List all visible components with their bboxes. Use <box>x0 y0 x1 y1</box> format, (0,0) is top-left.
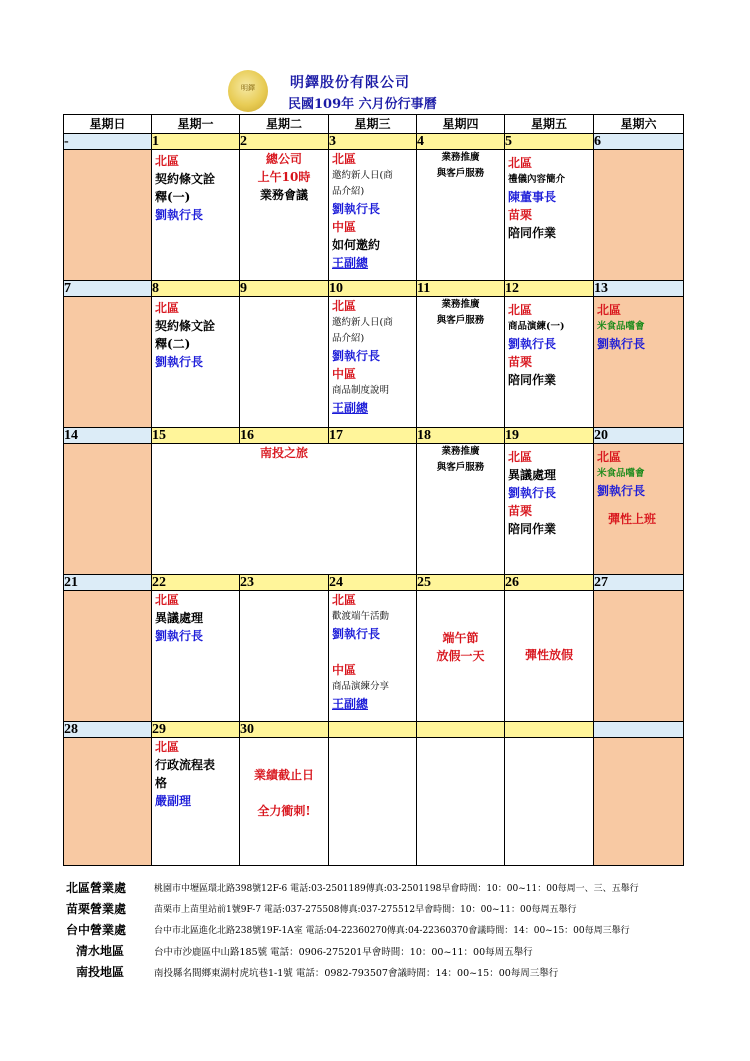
flex-work-label: 彈性上班 <box>608 512 657 526</box>
event-line: 業務推廣 <box>441 299 480 310</box>
event-line: 契約條文詮 <box>155 319 216 333</box>
date-number: 10 <box>329 281 417 297</box>
event-line: 如何邀約 <box>332 238 381 252</box>
event-row-week-2 <box>64 297 684 428</box>
event-line: 業務推廣 <box>441 446 480 457</box>
day-cell <box>505 738 594 866</box>
calendar-header <box>0 68 750 114</box>
date-number: 28 <box>64 722 152 738</box>
office-name: 台中營業處 <box>66 923 127 937</box>
date-number: 15 <box>152 428 240 444</box>
day-cell <box>417 297 505 428</box>
event-line: 苗栗 <box>508 355 533 369</box>
event-line: 與客戶服務 <box>436 315 485 326</box>
event-line: 劉執行長 <box>155 629 204 643</box>
event-line: 商品演練分享 <box>332 681 390 692</box>
office-info: 桃園市中壢區環北路398號12F-6 電話:03-2501189傳真:03-2501198早會時間：10：00~11：00每周一、三、五舉行 <box>154 884 639 894</box>
date-number <box>594 722 684 738</box>
day-cell <box>152 591 240 722</box>
event-line: 北區 <box>332 593 357 607</box>
event-line: 禮儀內容簡介 <box>508 174 566 185</box>
calendar-title: 民國109年 六月份行事曆 <box>288 97 437 112</box>
day-cell <box>152 738 240 866</box>
office-info: 苗栗市上苗里站前1號9F-7 電話:037-275508傳真:037-275512早會時間：10：00~11：00每周五舉行 <box>154 905 577 915</box>
flex-holiday-label: 彈性放假 <box>524 648 573 662</box>
office-name: 北區營業處 <box>66 881 127 895</box>
day-cell <box>594 150 684 281</box>
event-line: 北區 <box>332 299 357 313</box>
day-cell <box>417 738 505 866</box>
event-line: 陳董事長 <box>508 190 557 204</box>
day-cell <box>417 150 505 281</box>
event-line: 行政流程表 <box>155 758 216 772</box>
company-name: 明鐸股份有限公司 <box>290 75 410 91</box>
event-line: 劉執行長 <box>332 202 381 216</box>
event-line: 上午10時 <box>257 170 311 184</box>
office-name: 清水地區 <box>76 944 125 958</box>
day-cell <box>152 150 240 281</box>
event-row-week-5 <box>64 738 684 866</box>
day-cell <box>64 444 152 575</box>
event-row-week-3 <box>64 444 684 575</box>
date-number <box>417 722 505 738</box>
event-line: 商品演練(一) <box>508 321 565 332</box>
event-line <box>240 784 328 802</box>
event-line: 劉執行長 <box>332 627 381 641</box>
date-number <box>329 722 417 738</box>
event-line: 劉執行長 <box>508 486 557 500</box>
event-line: 北區 <box>597 450 622 464</box>
date-number: 13 <box>594 281 684 297</box>
trip-cell <box>152 444 417 575</box>
event-line: 契約條文詮 <box>155 172 216 186</box>
event-line <box>329 643 416 661</box>
day-cell <box>329 150 417 281</box>
event-line: 北區 <box>597 303 622 317</box>
weekday-fri: 星期五 <box>505 115 594 134</box>
event-line: 總公司 <box>265 152 302 166</box>
weekday-sun: 星期日 <box>64 115 152 134</box>
event-row-week-4 <box>64 591 684 722</box>
date-number: 24 <box>329 575 417 591</box>
day-cell <box>329 738 417 866</box>
day-cell <box>240 738 329 866</box>
date-row-week-2 <box>64 281 684 297</box>
date-number: 6 <box>594 134 684 150</box>
logo-text: 明鐸 <box>241 84 255 92</box>
day-cell <box>594 738 684 866</box>
event-line: 王副總 <box>332 256 369 270</box>
day-cell <box>152 297 240 428</box>
event-line: 釋(一) <box>155 190 191 204</box>
date-number: 21 <box>64 575 152 591</box>
date-number: 5 <box>505 134 594 150</box>
date-number: 20 <box>594 428 684 444</box>
event-line: 劉執行長 <box>155 355 204 369</box>
day-cell <box>505 297 594 428</box>
date-row-week-3 <box>64 428 684 444</box>
date-number: 8 <box>152 281 240 297</box>
date-number: 11 <box>417 281 505 297</box>
event-line: 商品制度說明 <box>332 385 390 396</box>
date-number: - <box>64 134 152 150</box>
date-number: 2 <box>240 134 329 150</box>
event-line: 北區 <box>155 593 180 607</box>
event-line: 北區 <box>155 740 180 754</box>
event-line: 歡渡端午活動 <box>332 611 390 622</box>
date-number <box>505 722 594 738</box>
day-cell <box>505 591 594 722</box>
date-number: 27 <box>594 575 684 591</box>
event-line: 異議處理 <box>155 611 204 625</box>
weekday-wed: 星期三 <box>329 115 417 134</box>
event-line: 中區 <box>332 367 357 381</box>
office-name: 南投地區 <box>76 965 125 979</box>
date-number: 26 <box>505 575 594 591</box>
office-row <box>66 877 726 898</box>
office-directory <box>66 877 726 982</box>
date-number: 14 <box>64 428 152 444</box>
event-line: 與客戶服務 <box>436 168 485 179</box>
event-line: 劉執行長 <box>597 337 646 351</box>
event-line: 放假一天 <box>436 649 485 663</box>
date-row-week-4 <box>64 575 684 591</box>
event-line: 劉執行長 <box>332 349 381 363</box>
date-number: 12 <box>505 281 594 297</box>
office-info: 南投縣名間鄉東湖村虎坑巷1-1號 電話：0982-793507會議時間：14：00~15：00每周三舉行 <box>154 967 559 979</box>
date-number: 29 <box>152 722 240 738</box>
event-line: 北區 <box>508 156 533 170</box>
date-number: 9 <box>240 281 329 297</box>
event-line: 王副總 <box>332 697 369 711</box>
date-number: 23 <box>240 575 329 591</box>
event-line: 業務會議 <box>259 188 308 202</box>
day-cell <box>64 591 152 722</box>
day-cell <box>64 738 152 866</box>
event-line: 與客戶服務 <box>436 462 485 473</box>
trip-label: 南投之旅 <box>259 446 308 460</box>
event-line: 業績截止日 <box>253 768 314 782</box>
event-line: 端午節 <box>442 631 479 645</box>
weekday-thu: 星期四 <box>417 115 505 134</box>
event-line: 邀約新人日(商 <box>332 317 393 328</box>
date-number: 22 <box>152 575 240 591</box>
date-number: 16 <box>240 428 329 444</box>
date-number: 18 <box>417 428 505 444</box>
day-cell <box>417 444 505 575</box>
office-row <box>66 940 726 961</box>
office-row <box>66 919 726 940</box>
event-line: 北區 <box>508 303 533 317</box>
event-line: 劉執行長 <box>155 208 204 222</box>
day-cell <box>417 591 505 722</box>
event-line: 嚴副理 <box>155 794 192 808</box>
date-number: 1 <box>152 134 240 150</box>
day-cell <box>505 150 594 281</box>
day-cell <box>240 591 329 722</box>
event-row-week-1 <box>64 150 684 281</box>
day-cell <box>329 591 417 722</box>
event-line: 陪同作業 <box>508 226 557 240</box>
date-number: 7 <box>64 281 152 297</box>
day-cell <box>329 297 417 428</box>
event-line: 釋(二) <box>155 337 191 351</box>
date-number: 25 <box>417 575 505 591</box>
day-cell <box>240 150 329 281</box>
office-info: 台中市北區進化北路238號19F-1A室 電話:04-22360270傳真:04-22360370會議時間：14：00~15：00每周三舉行 <box>154 926 630 936</box>
day-cell <box>64 297 152 428</box>
event-line: 業務推廣 <box>441 152 480 163</box>
event-line: 中區 <box>332 663 357 677</box>
event-line: 格 <box>155 776 168 790</box>
event-line: 陪同作業 <box>508 522 557 536</box>
day-cell <box>594 297 684 428</box>
event-line: 品介紹) <box>332 333 365 344</box>
day-cell <box>594 444 684 575</box>
date-number: 4 <box>417 134 505 150</box>
weekday-tue: 星期二 <box>240 115 329 134</box>
day-cell <box>240 297 329 428</box>
office-row <box>66 961 726 982</box>
event-line: 苗栗 <box>508 504 533 518</box>
weekday-header-row <box>64 115 684 134</box>
date-row-week-1 <box>64 134 684 150</box>
event-line: 全力衝刺! <box>257 804 311 818</box>
date-number: 17 <box>329 428 417 444</box>
event-line: 王副總 <box>332 401 369 415</box>
date-number: 30 <box>240 722 329 738</box>
calendar-table <box>63 114 684 866</box>
day-cell <box>64 150 152 281</box>
event-line: 米食品嚐會 <box>597 321 645 332</box>
office-info: 台中市沙鹿區中山路185號 電話：0906-275201早會時間：10：00~11：00每周五舉行 <box>154 946 533 958</box>
date-number: 19 <box>505 428 594 444</box>
day-cell <box>505 444 594 575</box>
event-line: 中區 <box>332 220 357 234</box>
date-number: 3 <box>329 134 417 150</box>
event-line: 北區 <box>155 301 180 315</box>
event-line: 米食品嚐會 <box>597 468 645 479</box>
office-name: 苗栗營業處 <box>66 902 127 916</box>
day-cell <box>594 591 684 722</box>
event-line: 北區 <box>332 152 357 166</box>
event-line: 邀約新人日(商 <box>332 170 393 181</box>
date-row-week-5 <box>64 722 684 738</box>
weekday-mon: 星期一 <box>152 115 240 134</box>
event-line: 劉執行長 <box>597 484 646 498</box>
event-line: 北區 <box>155 154 180 168</box>
event-line: 苗栗 <box>508 208 533 222</box>
office-row <box>66 898 726 919</box>
event-line: 異議處理 <box>508 468 557 482</box>
weekday-sat: 星期六 <box>594 115 684 134</box>
event-line: 劉執行長 <box>508 337 557 351</box>
event-line: 陪同作業 <box>508 373 557 387</box>
event-line: 品介紹) <box>332 186 365 197</box>
event-line: 北區 <box>508 450 533 464</box>
company-logo <box>228 70 268 112</box>
